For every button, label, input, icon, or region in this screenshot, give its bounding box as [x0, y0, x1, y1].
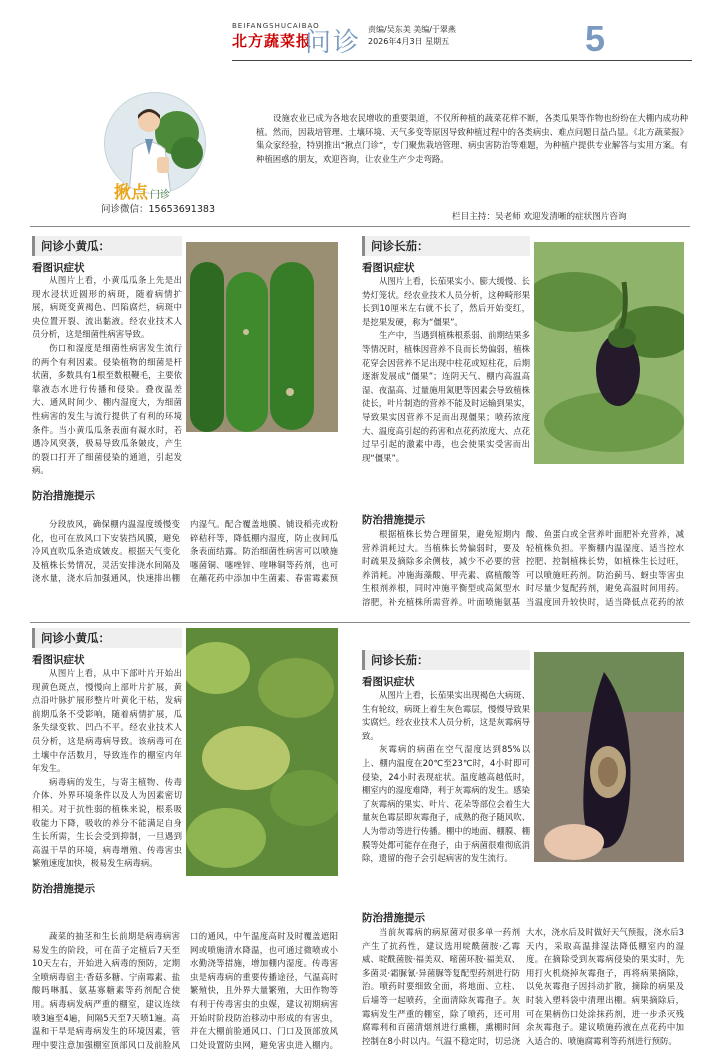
symptom-heading: 看图识症状 [32, 654, 85, 666]
article-eggplant-1 [362, 236, 530, 465]
intro-divider [30, 226, 690, 227]
eggplant-mold-image [534, 652, 684, 862]
symptom-paragraph: 生产中，当遇到植株根系弱、前期结果多等情况时，植株因营养不良而长势偏弱，植株花穿会因营养不足出现中柱花或短柱花，后期逐渐发展成“僵果”；连阴天气、棚内高温高湿、夜温高、过量施用氮肥等因素会导致植株徒长，叶片制造的营养不能及时运输到果实，导致果实因营养不足而出现僵果；喷药浓度大、温度高引起的药害和点花药浓度大、点花过早引起的激素中毒，也会使果实受害而出现“僵果”。 [362, 330, 530, 463]
brand-main: 揪点 [114, 183, 148, 203]
section-title: 问诊 [305, 28, 362, 58]
eggplant-mold-photo [534, 652, 684, 862]
measure-heading-wrap-2 [362, 910, 530, 925]
measure-heading-wrap [362, 512, 530, 527]
article-cucumber-2 [32, 628, 182, 928]
symptom-heading: 看图识症状 [362, 262, 415, 274]
article-cucumber-1 [32, 236, 182, 275]
article-title: 问诊长茄： [362, 236, 530, 256]
date-line: 2026年4月3日 星期五 [368, 37, 450, 46]
symptom-paragraph: 灰霉病的病菌在空气湿度达到85%以上、棚内温度在20℃至23℃时，4小时即可侵染，24小时表现症状。温度越高越低时，棚室内的湿度难降，利于灰霉病的发生。感染了灰霉病的果实、叶片、花朵等部位会着生大量灰色霉层即灰霉孢子，成熟的孢子随风吹、人为带动等进行传播。棚中的地面、棚膜、棚膜等处都可能存在孢子，由于病菌很难彻底消除，遗留的孢子会引起病害的发生流行。 [362, 744, 530, 864]
measure-heading: 防治措施提示 [362, 912, 425, 924]
masthead-rule [232, 60, 692, 61]
symptom-heading: 看图识症状 [362, 676, 415, 688]
measure-heading: 防治措施提示 [32, 489, 95, 502]
cucumber-photo [186, 242, 338, 432]
column-brand [114, 178, 170, 203]
article-cucumber-1-measure [32, 518, 338, 596]
paper-logo: 北方蔬菜报 [232, 32, 313, 50]
article-eggplant-2 [362, 650, 530, 920]
measure-paragraph: 当前灰霉病的病原菌对很多单一药剂产生了抗药性，建议选用啶酰菌胺·乙霉威、啶酰菌胺·福美双、嘧菌环胺·福美双、多菌灵·霜脲氰·异菌脲等复配型药剂进行防治。喷药时要细致全面，将地面、立柱、后墙等一起喷药，全面清除灰霉孢子。灰霉病发生严重的棚室，除了喷药，还可用腐霉利和百菌清烟剂进行熏棚，熏棚时间控制在8小时以内。气温不稳定时，切忌浇大水，浇水后及时做好天气预报，浇水后3天内，采取高温排湿法降低棚室内的湿度。在摘除受到灰霉病侵染的果实时，先用打火机烧掉灰霉孢子，再将病果摘除，以免灰霉孢子因抖动扩散，摘除的病果及时装入塑料袋中清理出棚。病果摘除后，可在果柄伤口处涂抹药剂，进一步杀灭残余灰霉孢子。建议喷施药液在点花药中加入适合的、喷施腐霉利等药剂进行预防。 [362, 927, 684, 1046]
row-divider [30, 622, 690, 623]
symptom-paragraph: 病毒病的发生，与寄主植物、传毒介体、外界环境条件以及人为因素密切相关。对于抗性弱的植株来说，根系吸收能力下降，吸收的养分不能满足自身生长所需，生长会受到抑制，一旦遇到高温干旱的环境，病毒增殖、传毒害虫繁殖速度加快，极易发生病毒病。 [32, 776, 182, 869]
page-number: 5 [585, 18, 606, 59]
column-host: 栏目主持：吴老师 欢迎发清晰的症状图片咨询 [452, 212, 627, 222]
intro-paragraph: 设施农业已成为各地农民增收的重要渠道，不仅所种植的蔬菜花样不断，各类瓜果等作物也纷纷在大棚内成功种植。然而，因栽培管理、土壤环境、天气多变等原因导致种植过程中的各类病虫、难点问题日益凸显。《北方蔬菜报》集众家经验，特别推出“揪点门诊”，专门聚焦栽培管理、病虫害防治等难题，为种植户提供专业解答与实用方案。有种植困惑的朋友，欢迎咨询，让农业生产少走弯路。 [256, 113, 688, 164]
article-title: 问诊长茄： [362, 650, 530, 670]
article-title: 问诊小黄瓜： [32, 628, 182, 648]
article-cucumber-1-body [32, 274, 182, 507]
eggplant-image [534, 242, 684, 464]
article-eggplant-1-measure [362, 528, 684, 620]
eggplant-photo [534, 242, 684, 464]
paper-pinyin: BEIFANGSHUCAIBAO [232, 22, 320, 30]
article-eggplant-2-measure [362, 926, 684, 1058]
article-title: 问诊小黄瓜： [32, 236, 182, 256]
wechat-contact: 问诊微信：15653691383 [101, 204, 215, 215]
symptom-paragraph: 伤口和湿度是细菌性病害发生流行的两个有利因素。侵染植物的细菌是杆状菌，多数具有1根至数根鞭毛，主要依靠液态水进行传播和侵染。叠夜温差大、通风时间少、棚内湿度大，为细菌性病害的发生与流行提供了有利的环境条件。当小黄瓜瓜条表面有凝水时，若遇冷风突袭，极易导致瓜条皴皮，产生的裂口打开了细菌侵染的通道，引起发病。 [32, 342, 182, 476]
masthead [0, 0, 708, 78]
measure-paragraph: 蔬菜的抽茎和生长前期是病毒病害易发生的阶段，可在苗子定植后7天至10天左右，开始进入病毒的预防，定期全喷病毒宿主·香菇多糖、宁南霉素、盐酸吗啉胍、氨基寡糖素等药剂配合使用。病毒病发病严重的棚室，建议连续喷3遍至4遍，间隔5天至7天喷1遍。高温和干旱是病毒病发生的环境因素，管理中要注意加强棚室顶部风口及前脸风口的通风，中午温度高时及时覆盖遮阳网或喷施清水降温，也可通过微喷或小水勤浇等措施，增加棚内湿度。传毒害虫是病毒病的重要传播途径，气温高时繁殖快，且外界大量繁殖，大田作物等有利于传毒害虫的虫媒，建议初期病害开始时阶段防治移动中形成的有害虫，并在大棚前脸通风口、门口及顶部放风口处设置防虫网，避免害虫进入棚内。 [32, 931, 338, 1050]
symptom-paragraph: 从图片上看，长茄果实小、膨大缓慢、长势灯笼状。经农业技术人员分析，这种畸形果长到10厘米左右就不长了，然后开始变红，是挖果发硬，称为“僵果”。 [362, 276, 530, 327]
symptom-heading: 看图识症状 [32, 262, 85, 274]
editor-line: 责编/吴东美 美编/于翠燕 [368, 25, 456, 34]
measure-heading: 防治措施提示 [362, 514, 425, 526]
cucumber-leaf-photo [186, 628, 338, 876]
measure-heading: 防治措施提示 [32, 882, 95, 895]
cucumber-image [186, 242, 338, 432]
article-cucumber-2-measure [32, 930, 338, 1056]
measure-paragraph: 根据植株长势合理留果，避免短期内营养消耗过大。当植株长势偏弱时，要及时疏果及摘除多余侧枝，减少不必要的营养消耗。冲施海藻酸、甲壳素、腐植酸等生根剂养根，同时冲施平衡型或高氮型水溶肥，补充植株所需营养。叶面喷施氨基酸、鱼蛋白或全营养叶面肥补充营养，减轻植株负担。平衡棚内温湿度、适当控水控肥、控制植株长势，如植株生长过旺，可以喷施旺药剂。防治蓟马、蚜虫等害虫时尽量少复配药剂，避免高温时间用药。当温度回升较快时，适当降低点花药的浓 [362, 529, 684, 607]
symptom-paragraph: 从图片上看，从中下部叶片开始出现黄色斑点，慢慢向上部叶片扩展，黄点沿叶脉扩展形整片叶黄化干枯，发病前期瓜条不受影响，随着病情扩展，瓜条失绿变软、凹凸不平。经农业技术人员分析，这是病毒病导致。该病毒可在土壤中存活数月，导致连作的棚室内年年发生。 [32, 668, 182, 774]
brand-suffix: 门诊 [150, 190, 170, 201]
symptom-paragraph: 从图片上看，小黄瓜瓜条上先是出现水浸状近圆形的病斑，随着病情扩展，病斑变黄褐色、凹陷腐烂，病斑中央位置开裂、流出黏液。经农业技术人员分析，这是细菌性病害导致。 [32, 275, 182, 340]
page-meta [368, 24, 456, 48]
symptom-paragraph: 从图片上看，长茄果实出现褐色大病斑、生有轮纹，病斑上着生灰色霉层，慢慢导致果实腐烂。经农业技术人员分析，这是灰霉病导致。 [362, 690, 530, 741]
measure-paragraph: 分段放风，确保棚内温湿度缓慢变化，也可在放风口下安装挡风膜，避免冷风直吹瓜条造成皴皮。根据天气变化及植株长势情况，灵活安排浇水间隔及浇水量，浇水后加强通风，快速排出棚内湿气。配合覆盖地膜、铺设稻壳或粉碎秸秆等，降低棚内湿度，防止夜间瓜条表面结露。防治细菌性病害可以喷施噻菌铜、噻唑锌、喹啉铜等药剂，也可在蘸花药中添加中生菌素、春雷霉素预 [32, 519, 338, 584]
cucumber-leaf-image [186, 628, 338, 876]
